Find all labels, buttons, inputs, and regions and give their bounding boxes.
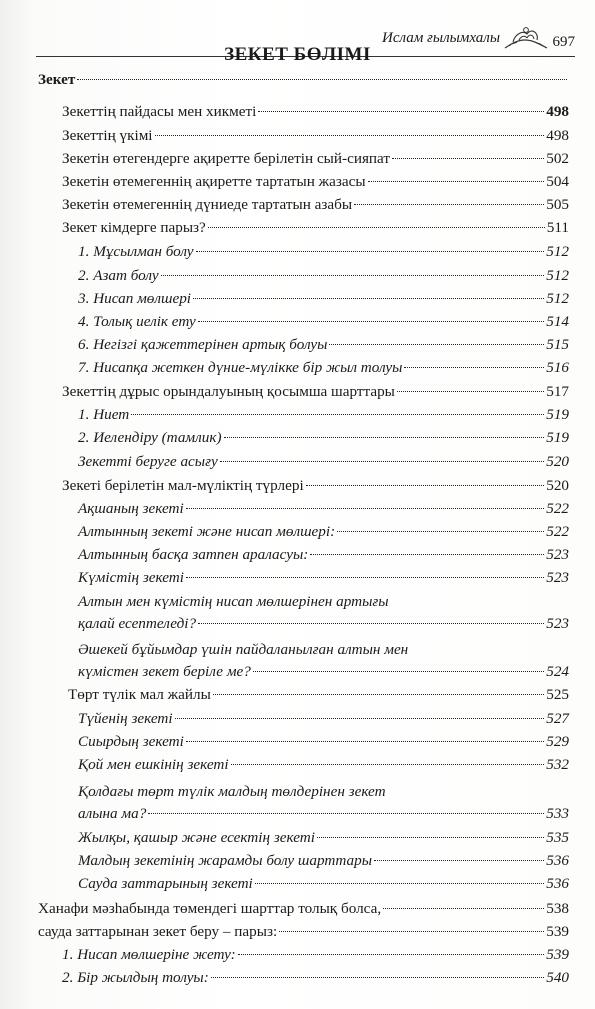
toc-entry-title: Зекеті берілетін мал-мүліктің түрлері: [62, 477, 304, 494]
toc-entry: [78, 614, 569, 634]
toc-entry-title: Малдың зекетінің жарамды болу шарттары: [78, 852, 372, 869]
toc-entry-title: Ханафи мәзһабында төмендегі шарттар толық болса,: [38, 900, 382, 917]
running-header: [0, 14, 595, 50]
toc-entry: [78, 242, 569, 262]
toc-entry: [38, 899, 569, 919]
leader-dots: [397, 391, 544, 392]
toc-entry-page: 511: [546, 219, 569, 236]
toc-entry: [78, 405, 569, 425]
toc-entry: [62, 149, 569, 169]
toc-entry: [62, 195, 569, 215]
toc-entry: [78, 428, 569, 448]
toc-entry-title: Жылқы, қашыр және есектің зекеті: [78, 829, 315, 846]
toc-entry-title: Күмістің зекеті: [78, 569, 184, 586]
toc-entry-page: 512: [546, 267, 569, 284]
toc-entry: [62, 476, 569, 496]
toc-entry-page: 519: [546, 429, 569, 446]
toc-entry-title: Зекетті беруге асығу: [78, 453, 218, 470]
leader-dots: [220, 461, 544, 462]
toc-entry-title: Сауда заттарының зекеті: [78, 875, 253, 892]
leader-dots: [255, 883, 544, 884]
toc-entry-page: 520: [546, 453, 569, 470]
toc-entry-page: 529: [546, 733, 569, 750]
toc-entry-page: 519: [546, 406, 569, 423]
toc-entry-page: 520: [546, 477, 569, 494]
book-title: Ислам ғылымхалы: [382, 30, 500, 46]
toc-entry-page: 527: [546, 710, 569, 727]
section-title: ЗЕКЕТ БӨЛІМІ: [224, 44, 371, 65]
leader-dots: [374, 860, 544, 861]
toc-entry-page: 516: [546, 359, 569, 376]
toc-entry-title: сауда заттарынан зекет беру – парыз:: [38, 923, 278, 940]
leader-dots: [231, 764, 545, 765]
leader-dots: [196, 251, 545, 252]
toc-entry-page: 512: [546, 290, 569, 307]
toc-entry-page: 504: [546, 173, 569, 190]
toc-entry-page: 524: [546, 663, 569, 680]
toc-entry: [78, 709, 569, 729]
leader-dots: [404, 367, 544, 368]
toc-entry-page: 523: [546, 615, 569, 632]
toc-entry: [78, 828, 569, 848]
toc-entry-page: 523: [546, 569, 569, 586]
toc-entry: [78, 568, 569, 588]
toc-entry-title: Зекеттің дұрыс орындалуының қосымша шарттары: [62, 383, 395, 400]
leader-dots: [175, 718, 545, 719]
toc-entry-page: 512: [546, 243, 569, 260]
toc-entry-title: Алтынның зекеті және нисап мөлшері:: [78, 523, 336, 540]
toc-entry: [78, 804, 569, 824]
toc-entry-zeket: [38, 70, 569, 90]
leader-dots: [258, 111, 544, 112]
leader-dots: [161, 275, 545, 276]
leader-dots: [368, 181, 545, 182]
toc-entry-title: 2. Бір жылдың толуы:: [62, 969, 209, 986]
toc-entry-page: 505: [546, 196, 569, 213]
toc-entry-title-line1: Қолдағы төрт түлік малдың төлдерінен зекет: [78, 783, 386, 800]
toc-entry-title: Түйенің зекеті: [78, 710, 173, 727]
toc-entry: [62, 172, 569, 192]
toc-entry: [78, 452, 569, 472]
toc-entry-page: 515: [546, 336, 569, 353]
leader-dots: [213, 694, 544, 695]
toc-entry: [78, 732, 569, 752]
toc-entry: [62, 945, 569, 965]
toc-entry: [78, 851, 569, 871]
toc-entry-page: 532: [546, 756, 569, 773]
toc-entry-title: Сиырдың зекеті: [78, 733, 184, 750]
toc-entry-title: Зекетін өтегендерге ақиретте берілетін сый-сияпат: [62, 150, 391, 167]
toc-entry-title: алына ма?: [78, 805, 147, 822]
toc-entry-page: 535: [546, 829, 569, 846]
toc-entry: [78, 358, 569, 378]
toc-entry-page: 525: [546, 686, 569, 703]
toc-entry-page: 498: [546, 103, 569, 120]
toc-entry-title: Зекетін өтемегеннің ақиретте тартатын жазасы: [62, 173, 366, 190]
toc-entry-title-line1: Алтын мен күмістің нисап мөлшерінен артығы: [78, 593, 389, 610]
toc-entry-page: 517: [546, 383, 569, 400]
toc-entry-page: 536: [546, 875, 569, 892]
toc-entry-page: 539: [546, 946, 569, 963]
leader-dots: [253, 671, 544, 672]
leader-dots: [224, 437, 545, 438]
toc-entry: [78, 662, 569, 682]
toc-entry: [38, 922, 569, 942]
toc-entry-page: 523: [546, 546, 569, 563]
toc-entry-title: 6. Негізгі қажеттерінен артық болуы: [78, 336, 328, 353]
toc-entry-title: 1. Нисап мөлшеріне жету:: [62, 946, 236, 963]
leader-dots: [337, 531, 544, 532]
toc-entry: [78, 545, 569, 565]
toc-entry-title: Төрт түлік мал жайлы: [68, 686, 211, 703]
toc-entry-page: 533: [546, 805, 569, 822]
toc-entry: [62, 218, 569, 238]
toc-entry-page: 540: [546, 969, 569, 986]
toc-entry-title: 4. Толық иелік ету: [78, 313, 196, 330]
leader-dots: [317, 837, 544, 838]
toc-entry-title: Зекет: [38, 71, 76, 88]
toc-entry-title: 1. Мұсылман болу: [78, 243, 194, 260]
leader-dots: [198, 623, 544, 624]
toc-entry: [62, 102, 569, 122]
toc-entry-page: 498: [546, 127, 569, 144]
leader-dots: [238, 954, 544, 955]
leader-dots: [186, 508, 545, 509]
toc-entry: [78, 312, 569, 332]
toc-entry-page: 502: [546, 150, 569, 167]
toc-entry-page: 514: [546, 313, 569, 330]
toc-entry: [62, 126, 569, 146]
toc-entry-title: 1. Ниет: [78, 406, 130, 423]
leader-dots: [208, 227, 545, 228]
leader-dots: [198, 321, 545, 322]
leader-dots: [186, 577, 544, 578]
toc-entry-page: 539: [546, 923, 569, 940]
leader-dots: [193, 298, 544, 299]
leader-dots: [155, 135, 545, 136]
leader-dots: [186, 741, 544, 742]
toc-entry-title: 2. Иелендіру (тамлик): [78, 429, 222, 446]
leader-dots: [310, 554, 544, 555]
leader-dots: [131, 414, 544, 415]
toc-entry-title: Зекеттің үкімі: [62, 127, 153, 144]
toc-entry: [78, 499, 569, 519]
toc-entry-title: 2. Азат болу: [78, 267, 159, 284]
leader-dots: [211, 977, 544, 978]
toc-entry-title: Алтынның басқа затпен араласуы:: [78, 546, 309, 563]
toc-entry-page: 536: [546, 852, 569, 869]
leader-dots: [148, 813, 544, 814]
toc-entry: [62, 968, 569, 988]
toc-entry-title: Зекетін өтемегеннің дүниеде тартатын азабы: [62, 196, 353, 213]
toc-entry: [62, 382, 569, 402]
toc-entry: [78, 874, 569, 894]
toc-entry-title: Зекет кімдерге парыз?: [62, 219, 206, 236]
toc-entry-title: 7. Нисапқа жеткен дүние-мүлікке бір жыл толуы: [78, 359, 403, 376]
toc-entry: [78, 289, 569, 309]
leader-dots: [306, 485, 545, 486]
leader-dots: [383, 908, 544, 909]
toc-entry: [68, 685, 569, 705]
leader-dots: [329, 344, 544, 345]
toc-entry-page: 522: [546, 523, 569, 540]
page-number: 697: [552, 34, 575, 50]
leader-dots: [279, 931, 544, 932]
toc-entry-title: Ақшаның зекеті: [78, 500, 184, 517]
toc-entry: [78, 755, 569, 775]
toc-entry-page: 538: [546, 900, 569, 917]
toc-entry: [78, 522, 569, 542]
toc-entry-title: 3. Нисап мөлшері: [78, 290, 192, 307]
toc-entry-title: Зекеттің пайдасы мен хикметі: [62, 103, 257, 120]
toc-entry-title: қалай есептеледі?: [78, 615, 197, 632]
toc-entry-title: Қой мен ешкінің зекеті: [78, 756, 229, 773]
toc-entry: [78, 266, 569, 286]
toc-entry-title: күмістен зекет беріле ме?: [78, 663, 251, 680]
leader-dots: [354, 204, 544, 205]
leader-dots: [77, 79, 567, 80]
toc-entry: [78, 335, 569, 355]
toc-entry-title-line1: Әшекей бұйымдар үшін пайдаланылған алтын мен: [78, 641, 409, 658]
leader-dots: [392, 158, 544, 159]
toc-entry-page: 522: [546, 500, 569, 517]
